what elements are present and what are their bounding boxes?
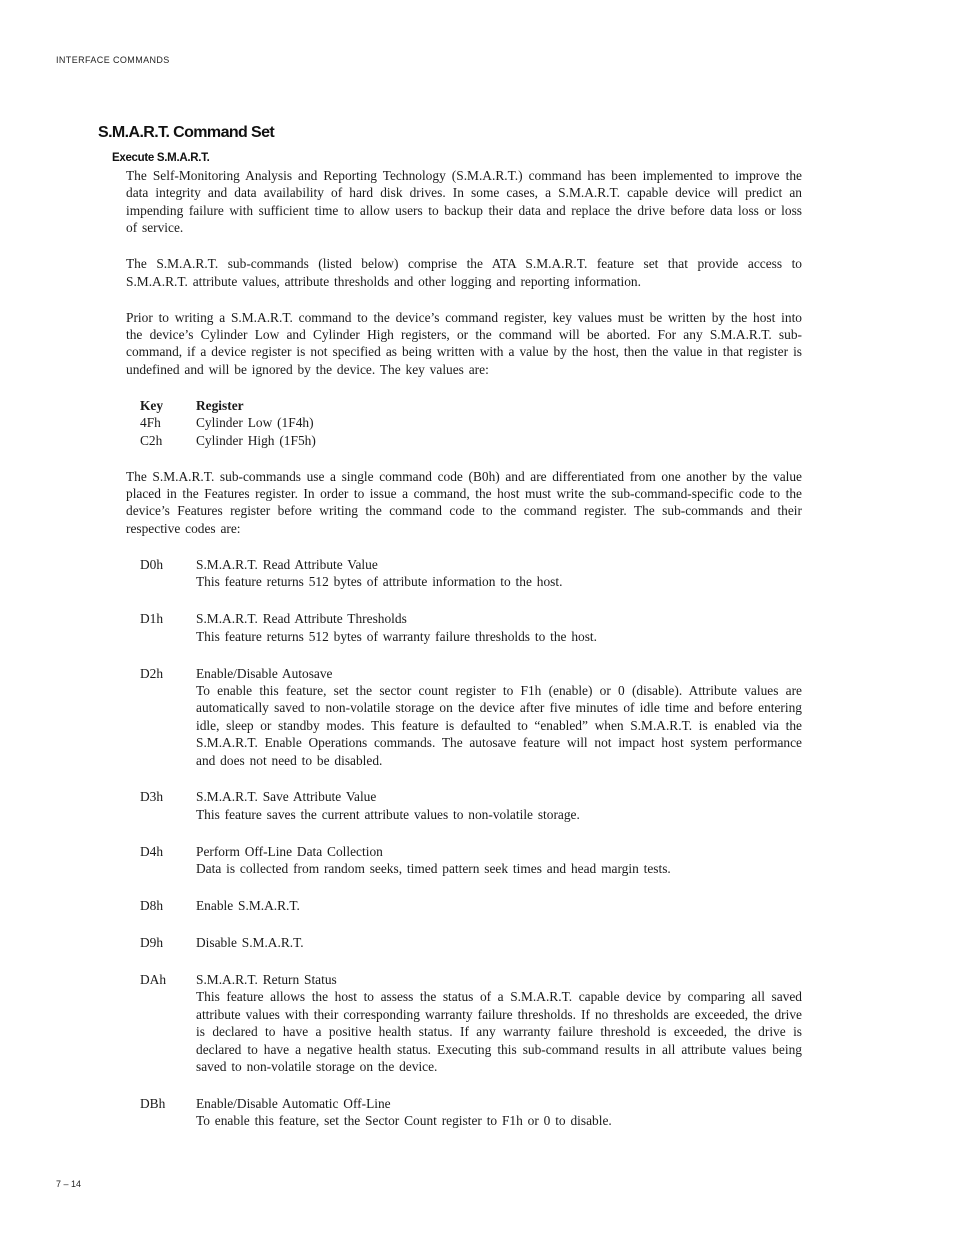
subcommand-description: To enable this feature, set the sector count register to F1h (enable) or 0 (disable). Attribute values are automatically saved to non-volatile storage on the device after five minutes of idle time and before entering idle, sleep or standby modes. This feature is defaulted to “enabled” when S.M.A.R.T. is enabled via the S.M.A.R.T. Enable Operations commands. The autosave feature will not impact host system performance and does not need to be disabled. [196,682,802,768]
subcommand-name: S.M.A.R.T. Return Status [196,971,337,987]
subcommand-code: D4h [140,843,164,859]
column-header-key: Key [140,397,164,413]
key-cell: C2h [140,432,163,448]
key-values-table [140,397,316,449]
list-item [140,897,802,914]
key-cell: 4Fh [140,415,161,431]
subcommand-code: D9h [140,934,164,950]
subcommand-name: Perform Off-Line Data Collection [196,843,383,859]
subcommand-body [196,843,802,878]
register-cell: Cylinder High (1F5h) [196,432,316,448]
subcommand-name: S.M.A.R.T. Read Attribute Thresholds [196,611,407,627]
page-number: 7 – 14 [56,1179,82,1189]
subcommand-body [196,788,802,823]
subcommand-description: Data is collected from random seeks, timed pattern seek times and head margin tests. [196,861,671,877]
subcommand-code: D2h [140,665,164,681]
subcommands-overview-paragraph: The S.M.A.R.T. sub-commands (listed below) comprise the ATA S.M.A.R.T. feature set that provide access to S.M.A.R.T. attribute values, attribute thresholds and other logging and reporting information. [126,256,802,289]
list-item [140,1095,802,1130]
subcommand-code: DBh [140,1095,166,1111]
subcommand-code: D1h [140,611,164,627]
subcommand-code: D3h [140,789,164,805]
list-item [140,843,802,878]
list-item [140,788,802,823]
subcommand-codes-paragraph: The S.M.A.R.T. sub-commands use a single command code (B0h) and are differentiated from one another by the value placed in the Features register. In order to issue a command, the host must write the sub-command-specific code to the device’s Features register before writing the command code to the command register. The sub-commands and their respective codes are: [126,468,802,536]
subcommand-body [196,1095,802,1130]
section-title: S.M.A.R.T. Command Set [98,124,275,141]
subcommand-description: This feature returns 512 bytes of warranty failure thresholds to the host. [196,628,598,644]
subcommand-name: S.M.A.R.T. Save Attribute Value [196,789,377,805]
subcommand-body [196,556,802,591]
key-values-paragraph: Prior to writing a S.M.A.R.T. command to the device’s command register, key values must be written by the host into the device’s Cylinder Low and Cylinder High registers, or the command will be aborted. For any S.M.A.R.T. sub-command, if a device register is not specified as being written with a value by the host, then the value in that register is undefined and will be ignored by the device. The key values are: [126,309,802,377]
subcommand-code: D0h [140,556,164,572]
table-row [140,432,316,449]
table-header-row [140,397,316,414]
subcommand-description: This feature saves the current attribute values to non-volatile storage. [196,806,580,822]
subcommand-name: Disable S.M.A.R.T. [196,934,304,950]
document-body [126,167,802,1149]
register-cell: Cylinder Low (1F4h) [196,415,314,431]
table-row [140,414,316,431]
subcommand-name: Enable S.M.A.R.T. [196,898,300,914]
intro-paragraph: The Self-Monitoring Analysis and Reporting Technology (S.M.A.R.T.) command has been implemented to improve the data integrity and data availability of hard disk drives. In some cases, a S.M.A.R.T. capable device will predict an impending failure with sufficient time to allow users to backup their data and replace the drive before data loss or loss of service. [126,168,802,236]
subcommand-body [196,897,802,914]
list-item [140,665,802,769]
list-item [140,556,802,591]
subcommand-description: This feature returns 512 bytes of attribute information to the host. [196,574,563,590]
subsection-title: Execute S.M.A.R.T. [112,152,210,164]
subcommand-code: DAh [140,971,167,987]
subcommand-description: To enable this feature, set the Sector Count register to F1h or 0 to disable. [196,1113,612,1129]
subcommand-name: Enable/Disable Automatic Off-Line [196,1095,391,1111]
column-header-register: Register [196,397,244,413]
running-header: INTERFACE COMMANDS [56,55,170,65]
subcommand-body [196,610,802,645]
list-item [140,971,802,1075]
subcommand-name: Enable/Disable Autosave [196,665,333,681]
subcommand-list [140,556,802,1130]
subcommand-description: This feature allows the host to assess the status of a S.M.A.R.T. capable device by comparing all saved attribute values with their corresponding warranty failure thresholds. If no thresholds are exceeded, the drive is declared to have a positive health status. If any warranty failure threshold is exceeded, the drive is declared to have a negative health status. Executing this sub-command results in all attribute values being saved to non-volatile storage on the device. [196,989,802,1074]
subcommand-body [196,971,802,1075]
list-item [140,610,802,645]
subcommand-name: S.M.A.R.T. Read Attribute Value [196,556,378,572]
list-item [140,934,802,951]
subcommand-body [196,665,802,769]
subcommand-code: D8h [140,898,164,914]
subcommand-body [196,934,802,951]
